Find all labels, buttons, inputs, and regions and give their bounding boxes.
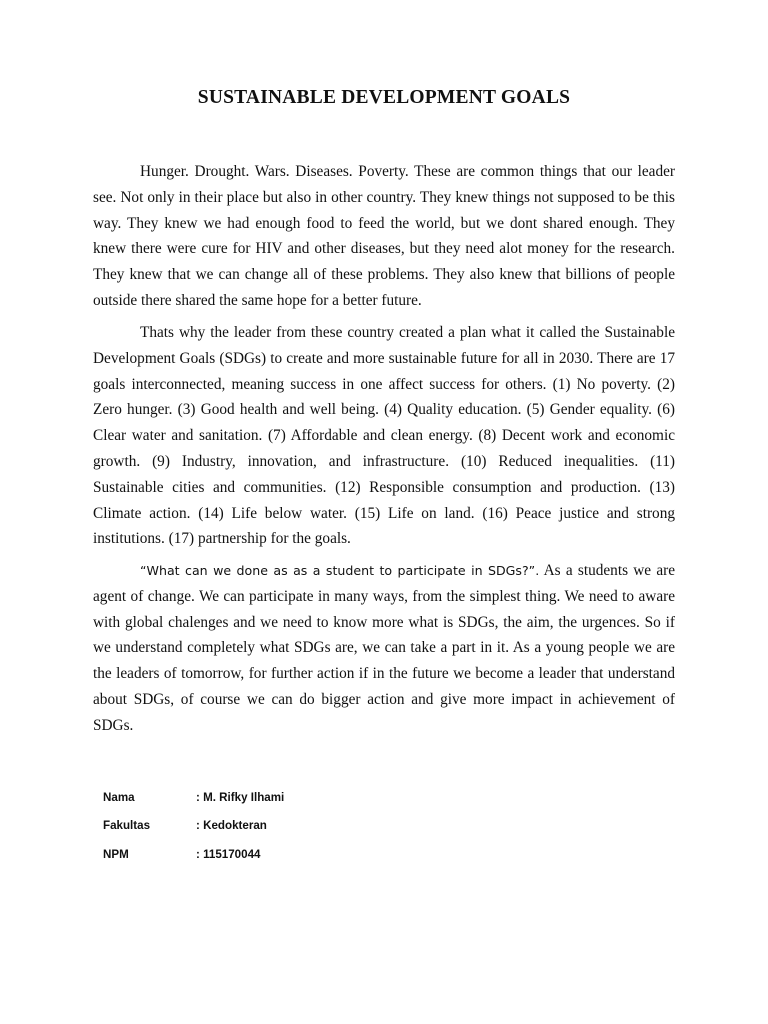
info-row-nama [103,783,284,812]
paragraph-goals: Thats why the leader from these country created a plan what it called the Sustainable Development Goals (SDGs) to create and more sustainable future for all in 2030. There are 17 goals interconnected, meaning success in one affect success for others. (1) No poverty. (2) Zero hunger. (3) Good health and well being. (4) Quality education. (5) Gender equality. (6) Clear water and sanitation. (7) Affordable and clean energy. (8) Decent work and economic growth. (9) Industry, innovation, and infrastructure. (10) Reduced inequalities. (11) Sustainable cities and communities. (12) Responsible consumption and production. (13) Climate action. (14) Life below water. (15) Life on land. (16) Peace justice and strong institutions. (17) partnership for the goals. [93,324,675,548]
info-label: Nama [103,790,135,804]
info-value: : 115170044 [196,847,261,861]
paragraph-students-text: As a students we are agent of change. We can participate in many ways, from the simplest thing. We need to aware with global chalenges and we need to know more what is SDGs, the aim, the urgences. So if we understand completely what SDGs are, we can take a part in it. As a young people we are the leaders of tomorrow, for further action if in the future we become a leader that understand about SDGs, of course we can do bigger action and give more impact in achievement of SDGs. [93,562,676,734]
paragraph-intro: Hunger. Drought. Wars. Diseases. Poverty. These are common things that our leader see. Not only in their place but also in other country. They knew things not supposed to be this way. They knew we had enough food to feed the world, but we dont shared enough. They knew there were cure for HIV and other diseases, but they need alot money for the research. They knew that we can change all of these problems. They also knew that billions of people outside there shared the same hope for a better future. [93,163,675,309]
document-title: SUSTAINABLE DEVELOPMENT GOALS [197,87,571,108]
info-value: : M. Rifky Ilhami [196,790,285,804]
author-info [103,783,284,869]
info-label: NPM [103,847,129,861]
question-quote: “What can we done as as a student to participate in SDGs?”. [140,563,540,578]
info-row-fakultas [103,812,284,841]
info-value: : Kedokteran [196,819,267,833]
paragraph-students [93,558,675,739]
info-row-npm [103,840,284,869]
info-label: Fakultas [103,819,151,833]
